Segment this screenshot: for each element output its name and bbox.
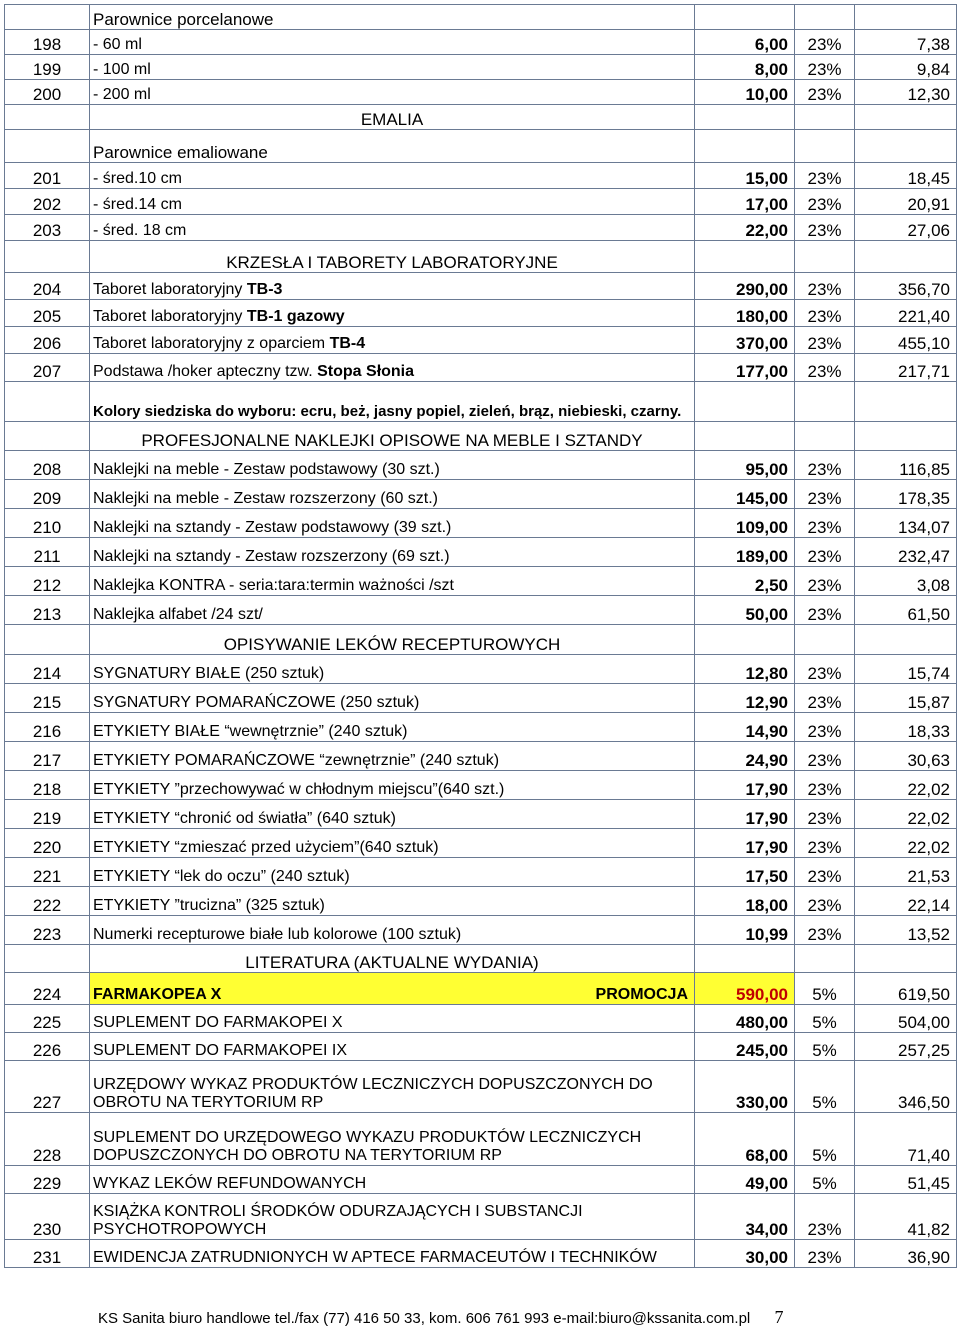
vat-rate: 23%: [795, 684, 855, 713]
table-row: [5, 80, 957, 105]
description-text: - śred.10 cm: [93, 170, 182, 187]
description-text: ETYKIETY ”przechowywać w chłodnym miejscu”(640 szt.): [93, 781, 505, 798]
empty-cell: [695, 422, 795, 451]
table-row: [5, 1166, 957, 1194]
item-description: [90, 567, 695, 596]
empty-cell: [695, 241, 795, 273]
net-price: 68,00: [695, 1113, 795, 1166]
table-row: [5, 742, 957, 771]
vat-rate: 23%: [795, 538, 855, 567]
net-price: 6,00: [695, 30, 795, 55]
empty-cell: [695, 105, 795, 130]
gross-price: 13,52: [855, 916, 957, 945]
item-description: [90, 1061, 695, 1113]
item-description: [90, 1194, 695, 1240]
gross-price: 61,50: [855, 596, 957, 625]
item-description: [90, 163, 695, 189]
table-row: [5, 354, 957, 382]
gross-price: 619,50: [855, 973, 957, 1005]
table-row: [5, 829, 957, 858]
model-name: TB-3: [246, 281, 283, 298]
item-description: [90, 1113, 695, 1166]
empty-cell: [5, 625, 90, 655]
empty-cell: [695, 130, 795, 163]
item-number: 215: [5, 684, 90, 713]
gross-price: 134,07: [855, 509, 957, 538]
empty-cell: [5, 105, 90, 130]
description-text: Numerki recepturowe białe lub kolorowe (100 sztuk): [93, 926, 462, 943]
item-description: [90, 538, 695, 567]
item-description: [90, 713, 695, 742]
footer-contact: KS Sanita biuro handlowe tel./fax (77) 416 50 33, kom. 606 761 993 e-mail:biuro@kssanita.com.pl: [98, 1310, 751, 1327]
description-text: Naklejki na meble - Zestaw rozszerzony (60 szt.): [93, 490, 438, 507]
net-price: 590,00: [695, 973, 795, 1005]
section-header-row: [5, 105, 957, 130]
table-row: [5, 300, 957, 327]
item-number: 204: [5, 273, 90, 300]
net-price: 2,50: [695, 567, 795, 596]
vat-rate: 23%: [795, 567, 855, 596]
vat-rate: 5%: [795, 1033, 855, 1061]
vat-rate: 23%: [795, 887, 855, 916]
net-price: 14,90: [695, 713, 795, 742]
table-row: [5, 273, 957, 300]
vat-rate: 23%: [795, 596, 855, 625]
item-description: [90, 858, 695, 887]
description-text: KSIĄŻKA KONTROLI ŚRODKÓW ODURZAJĄCYCH I SUBSTANCJI PSYCHOTROPOWYCH: [93, 1203, 583, 1238]
description-text: Naklejki na sztandy - Zestaw podstawowy (39 szt.): [93, 519, 452, 536]
item-number: 203: [5, 215, 90, 241]
gross-price: 221,40: [855, 300, 957, 327]
item-number: 223: [5, 916, 90, 945]
table-row: [5, 538, 957, 567]
description-text: Naklejka alfabet /24 szt/: [93, 606, 263, 623]
net-price: 17,90: [695, 800, 795, 829]
gross-price: 27,06: [855, 215, 957, 241]
vat-rate: 5%: [795, 1113, 855, 1166]
table-row: [5, 327, 957, 354]
description-text: SUPLEMENT DO URZĘDOWEGO WYKAZU PRODUKTÓW LECZNICZYCH DOPUSZCZONYCH DO OBROTU NA TERYTORIUM RP: [93, 1129, 642, 1164]
page-footer: [98, 1307, 783, 1328]
item-number: 199: [5, 55, 90, 80]
vat-rate: 23%: [795, 858, 855, 887]
empty-cell: [795, 625, 855, 655]
empty-cell: [855, 130, 957, 163]
price-list-sheet: [4, 4, 956, 1268]
item-number: 206: [5, 327, 90, 354]
price-list-table: [4, 4, 957, 1268]
empty-cell: [795, 382, 855, 422]
empty-cell: [855, 422, 957, 451]
net-price: 30,00: [695, 1240, 795, 1268]
page-number: 7: [774, 1307, 784, 1327]
item-description: [90, 771, 695, 800]
item-description: [90, 800, 695, 829]
empty-cell: [695, 382, 795, 422]
description-text: SYGNATURY BIAŁE (250 sztuk): [93, 665, 325, 682]
net-price: 49,00: [695, 1166, 795, 1194]
table-row: [5, 1113, 957, 1166]
description-text: EWIDENCJA ZATRUDNIONYCH W APTECE FARMACEUTÓW I TECHNIKÓW: [93, 1249, 657, 1266]
item-number: 207: [5, 354, 90, 382]
gross-price: 20,91: [855, 189, 957, 215]
vat-rate: 23%: [795, 327, 855, 354]
item-number: 226: [5, 1033, 90, 1061]
item-number: 214: [5, 655, 90, 684]
price-list-body: [5, 5, 957, 1268]
description-text: Taboret laboratoryjny z oparciem: [93, 335, 330, 352]
item-description: [90, 596, 695, 625]
net-price: 12,80: [695, 655, 795, 684]
table-row: [5, 1061, 957, 1113]
net-price: 22,00: [695, 215, 795, 241]
net-price: 330,00: [695, 1061, 795, 1113]
net-price: 34,00: [695, 1194, 795, 1240]
net-price: 17,50: [695, 858, 795, 887]
vat-rate: 5%: [795, 1166, 855, 1194]
table-row: [5, 684, 957, 713]
table-row: [5, 596, 957, 625]
item-description: [90, 887, 695, 916]
net-price: 370,00: [695, 327, 795, 354]
item-description: [90, 55, 695, 80]
description-text: - śred.14 cm: [93, 196, 182, 213]
gross-price: 455,10: [855, 327, 957, 354]
model-name: Stopa Słonia: [317, 363, 415, 380]
empty-cell: [5, 945, 90, 973]
item-description: [90, 215, 695, 241]
item-number: 212: [5, 567, 90, 596]
gross-price: 116,85: [855, 451, 957, 480]
item-description: [90, 354, 695, 382]
gross-price: 71,40: [855, 1113, 957, 1166]
item-number: 198: [5, 30, 90, 55]
item-number: 231: [5, 1240, 90, 1268]
net-price: 10,00: [695, 80, 795, 105]
item-number: 217: [5, 742, 90, 771]
vat-rate: 23%: [795, 829, 855, 858]
vat-rate: 23%: [795, 771, 855, 800]
table-row: [5, 480, 957, 509]
vat-rate: 23%: [795, 655, 855, 684]
section-header-row: [5, 422, 957, 451]
item-number: 228: [5, 1113, 90, 1166]
net-price: 10,99: [695, 916, 795, 945]
item-number: 218: [5, 771, 90, 800]
net-price: 8,00: [695, 55, 795, 80]
gross-price: 18,33: [855, 713, 957, 742]
description-text: WYKAZ LEKÓW REFUNDOWANYCH: [93, 1175, 367, 1192]
item-number: 200: [5, 80, 90, 105]
vat-rate: 23%: [795, 55, 855, 80]
item-description: [90, 327, 695, 354]
net-price: 50,00: [695, 596, 795, 625]
item-description: [90, 80, 695, 105]
empty-cell: [795, 130, 855, 163]
empty-cell: [795, 5, 855, 30]
section-header-row: [5, 945, 957, 973]
table-row: [5, 916, 957, 945]
description-text: ETYKIETY POMARAŃCZOWE “zewnętrznie” (240 sztuk): [93, 752, 500, 769]
item-number: 221: [5, 858, 90, 887]
net-price: 17,00: [695, 189, 795, 215]
item-number: 201: [5, 163, 90, 189]
net-price: 109,00: [695, 509, 795, 538]
vat-rate: 5%: [795, 973, 855, 1005]
gross-price: 257,25: [855, 1033, 957, 1061]
gross-price: 346,50: [855, 1061, 957, 1113]
item-number: 202: [5, 189, 90, 215]
gross-price: 22,14: [855, 887, 957, 916]
note-text: Kolory siedziska do wyboru: ecru, beż, jasny popiel, zieleń, brąz, niebieski, czarny.: [90, 382, 695, 422]
table-row: [5, 800, 957, 829]
vat-rate: 23%: [795, 189, 855, 215]
item-description: [90, 189, 695, 215]
net-price: 15,00: [695, 163, 795, 189]
model-name: TB-1 gazowy: [246, 308, 345, 325]
gross-price: 41,82: [855, 1194, 957, 1240]
net-price: 95,00: [695, 451, 795, 480]
net-price: 180,00: [695, 300, 795, 327]
net-price: 480,00: [695, 1005, 795, 1033]
net-price: 24,90: [695, 742, 795, 771]
item-number: 230: [5, 1194, 90, 1240]
section-title: EMALIA: [90, 105, 695, 130]
item-description: [90, 742, 695, 771]
gross-price: 217,71: [855, 354, 957, 382]
description-text: FARMAKOPEA X: [93, 986, 222, 1003]
gross-price: 178,35: [855, 480, 957, 509]
item-description: [90, 916, 695, 945]
empty-cell: [795, 105, 855, 130]
model-name: TB-4: [329, 335, 366, 352]
description-text: - 200 ml: [93, 86, 151, 103]
table-row: [5, 713, 957, 742]
description-text: SYGNATURY POMARAŃCZOWE (250 sztuk): [93, 694, 420, 711]
item-description: [90, 1240, 695, 1268]
item-number: 229: [5, 1166, 90, 1194]
empty-cell: [695, 625, 795, 655]
table-row: [5, 1194, 957, 1240]
description-text: Taboret laboratoryjny: [93, 308, 247, 325]
gross-price: 15,74: [855, 655, 957, 684]
vat-rate: 23%: [795, 509, 855, 538]
description-text: Naklejka KONTRA - seria:tara:termin ważności /szt: [93, 577, 454, 594]
description-text: Naklejki na sztandy - Zestaw rozszerzony (69 szt.): [93, 548, 450, 565]
item-description: [90, 973, 695, 1005]
section-header-row: [5, 625, 957, 655]
vat-rate: 5%: [795, 1005, 855, 1033]
note-row: [5, 382, 957, 422]
item-number: 208: [5, 451, 90, 480]
net-price: 145,00: [695, 480, 795, 509]
vat-rate: 23%: [795, 1194, 855, 1240]
empty-cell: [795, 422, 855, 451]
empty-cell: [695, 945, 795, 973]
net-price: 177,00: [695, 354, 795, 382]
table-row: [5, 887, 957, 916]
vat-rate: 23%: [795, 713, 855, 742]
vat-rate: 23%: [795, 163, 855, 189]
gross-price: 232,47: [855, 538, 957, 567]
net-price: 18,00: [695, 887, 795, 916]
empty-cell: [855, 105, 957, 130]
empty-cell: [855, 5, 957, 30]
gross-price: 18,45: [855, 163, 957, 189]
empty-cell: [695, 5, 795, 30]
vat-rate: 23%: [795, 480, 855, 509]
gross-price: 15,87: [855, 684, 957, 713]
description-text: ETYKIETY BIAŁE “wewnętrznie” (240 sztuk): [93, 723, 408, 740]
net-price: 245,00: [695, 1033, 795, 1061]
item-description: [90, 509, 695, 538]
table-row: [5, 30, 957, 55]
description-text: URZĘDOWY WYKAZ PRODUKTÓW LECZNICZYCH DOPUSZCZONYCH DO OBROTU NA TERYTORIUM RP: [93, 1076, 653, 1111]
section-title: Parownice porcelanowe: [90, 5, 695, 30]
description-text: SUPLEMENT DO FARMAKOPEI X: [93, 1014, 343, 1031]
gross-price: 22,02: [855, 800, 957, 829]
vat-rate: 23%: [795, 916, 855, 945]
net-price: 12,90: [695, 684, 795, 713]
empty-cell: [5, 241, 90, 273]
item-number: 213: [5, 596, 90, 625]
table-row: [5, 163, 957, 189]
table-row: [5, 55, 957, 80]
table-row: [5, 1033, 957, 1061]
vat-rate: 23%: [795, 800, 855, 829]
empty-cell: [5, 5, 90, 30]
section-title: PROFESJONALNE NAKLEJKI OPISOWE NA MEBLE I SZTANDY: [90, 422, 695, 451]
empty-cell: [855, 382, 957, 422]
item-number: 224: [5, 973, 90, 1005]
vat-rate: 23%: [795, 1240, 855, 1268]
gross-price: 22,02: [855, 771, 957, 800]
item-description: [90, 480, 695, 509]
section-title: OPISYWANIE LEKÓW RECEPTUROWYCH: [90, 625, 695, 655]
item-number: 220: [5, 829, 90, 858]
table-row: [5, 858, 957, 887]
table-row: [5, 655, 957, 684]
table-row: [5, 771, 957, 800]
description-text: ETYKIETY “lek do oczu” (240 sztuk): [93, 868, 350, 885]
table-row: [5, 215, 957, 241]
item-description: [90, 1033, 695, 1061]
empty-cell: [795, 241, 855, 273]
item-description: [90, 684, 695, 713]
vat-rate: 23%: [795, 451, 855, 480]
net-price: 290,00: [695, 273, 795, 300]
item-number: 216: [5, 713, 90, 742]
description-text: Naklejki na meble - Zestaw podstawowy (30 szt.): [93, 461, 440, 478]
item-description: [90, 829, 695, 858]
empty-cell: [5, 422, 90, 451]
net-price: 17,90: [695, 829, 795, 858]
item-number: 205: [5, 300, 90, 327]
table-row: [5, 509, 957, 538]
description-text: Taboret laboratoryjny: [93, 281, 247, 298]
vat-rate: 23%: [795, 215, 855, 241]
gross-price: 21,53: [855, 858, 957, 887]
item-description: [90, 30, 695, 55]
section-header-row: [5, 130, 957, 163]
item-description: [90, 273, 695, 300]
gross-price: 7,38: [855, 30, 957, 55]
vat-rate: 5%: [795, 1061, 855, 1113]
section-title: LITERATURA (AKTUALNE WYDANIA): [90, 945, 695, 973]
gross-price: 51,45: [855, 1166, 957, 1194]
description-text: Podstawa /hoker apteczny tzw.: [93, 363, 318, 380]
description-text: ETYKIETY ”trucizna” (325 sztuk): [93, 897, 325, 914]
item-description: [90, 300, 695, 327]
gross-price: 36,90: [855, 1240, 957, 1268]
section-header-row: [5, 241, 957, 273]
gross-price: 9,84: [855, 55, 957, 80]
net-price: 189,00: [695, 538, 795, 567]
description-text: SUPLEMENT DO FARMAKOPEI IX: [93, 1042, 347, 1059]
gross-price: 12,30: [855, 80, 957, 105]
empty-cell: [855, 241, 957, 273]
section-title: KRZESŁA I TABORETY LABORATORYJNE: [90, 241, 695, 273]
net-price: 17,90: [695, 771, 795, 800]
gross-price: 22,02: [855, 829, 957, 858]
description-text: - 100 ml: [93, 61, 151, 78]
vat-rate: 23%: [795, 30, 855, 55]
vat-rate: 23%: [795, 273, 855, 300]
description-text: ETYKIETY “chronić od światła” (640 sztuk): [93, 810, 396, 827]
table-row: [5, 1005, 957, 1033]
table-row: [5, 567, 957, 596]
table-row: [5, 451, 957, 480]
item-description: [90, 1005, 695, 1033]
item-number: 225: [5, 1005, 90, 1033]
description-text: - śred. 18 cm: [93, 222, 187, 239]
section-title: Parownice emaliowane: [90, 130, 695, 163]
section-header-row: [5, 5, 957, 30]
table-row: [5, 189, 957, 215]
table-row: [5, 1240, 957, 1268]
vat-rate: 23%: [795, 80, 855, 105]
gross-price: 356,70: [855, 273, 957, 300]
empty-cell: [795, 945, 855, 973]
item-number: 210: [5, 509, 90, 538]
item-number: 219: [5, 800, 90, 829]
item-description: [90, 1166, 695, 1194]
table-row: [5, 973, 957, 1005]
description-text: ETYKIETY “zmieszać przed użyciem”(640 sztuk): [93, 839, 439, 856]
item-description: [90, 451, 695, 480]
gross-price: 504,00: [855, 1005, 957, 1033]
vat-rate: 23%: [795, 300, 855, 327]
promo-label: PROMOCJA: [595, 986, 688, 1003]
item-number: 211: [5, 538, 90, 567]
item-number: 227: [5, 1061, 90, 1113]
empty-cell: [855, 625, 957, 655]
gross-price: 30,63: [855, 742, 957, 771]
vat-rate: 23%: [795, 742, 855, 771]
vat-rate: 23%: [795, 354, 855, 382]
item-number: 222: [5, 887, 90, 916]
item-number: 209: [5, 480, 90, 509]
empty-cell: [5, 382, 90, 422]
description-text: - 60 ml: [93, 36, 142, 53]
item-description: [90, 655, 695, 684]
gross-price: 3,08: [855, 567, 957, 596]
empty-cell: [855, 945, 957, 973]
empty-cell: [5, 130, 90, 163]
